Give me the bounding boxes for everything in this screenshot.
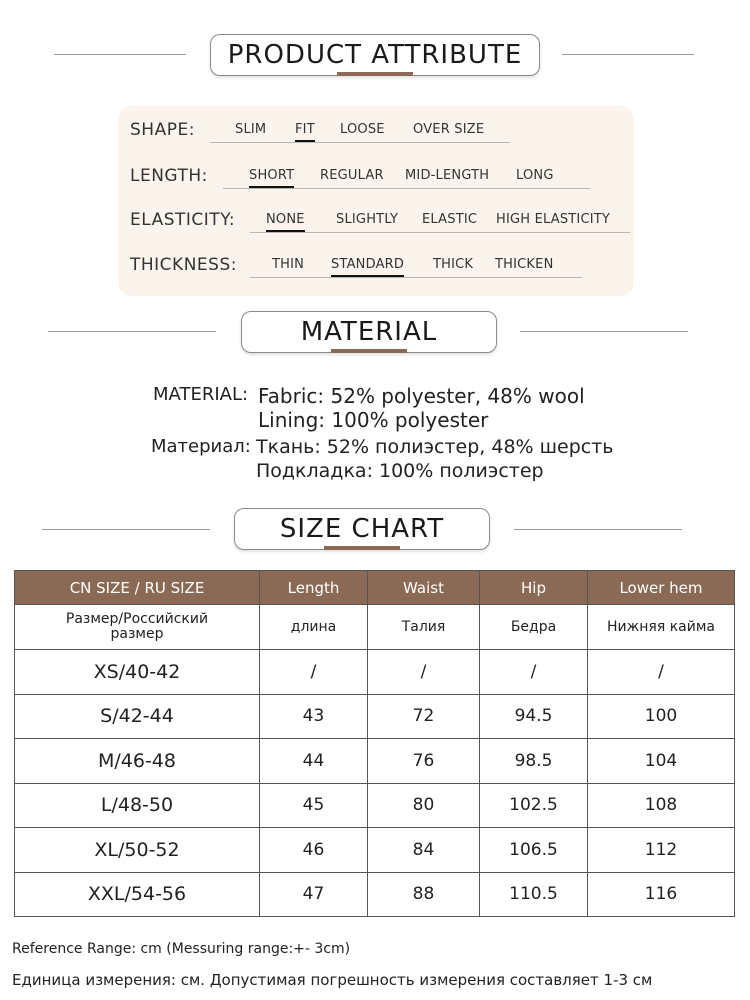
size-chart-title-text: SIZE CHART: [279, 514, 445, 544]
measurement-cell: 104: [588, 739, 735, 784]
subheader-waist: Талия: [368, 605, 480, 650]
measurement-cell: 94.5: [480, 694, 588, 739]
attribute-row-thickness: [130, 255, 620, 279]
header-hip: Hip: [480, 571, 588, 605]
table-row: [15, 650, 735, 695]
measurement-cell: /: [480, 650, 588, 695]
attribute-option: THICKEN: [495, 257, 554, 272]
attribute-baseline: [250, 277, 582, 278]
measurement-cell: 44: [260, 739, 368, 784]
product-attribute-title: [210, 34, 540, 76]
measurement-cell: 84: [368, 828, 480, 873]
measurement-cell: 116: [588, 872, 735, 917]
attribute-option: REGULAR: [320, 168, 384, 183]
table-row: [15, 694, 735, 739]
measurement-cell: 46: [260, 828, 368, 873]
measurement-cell: 110.5: [480, 872, 588, 917]
title-underline: [337, 72, 413, 76]
product-attribute-title-text: PRODUCT ATTRIBUTE: [227, 40, 523, 70]
subheader-size: Размер/Российский размер: [15, 605, 260, 650]
attribute-option: ELASTIC: [422, 212, 478, 227]
size-cell: XXL/54-56: [15, 872, 260, 917]
attribute-label-thickness: THICKNESS:: [130, 255, 237, 275]
material-label-ru: Материал:: [151, 436, 251, 457]
attribute-option: MID-LENGTH: [405, 168, 490, 183]
measurement-cell: /: [368, 650, 480, 695]
size-cell: S/42-44: [15, 694, 260, 739]
attribute-option-selected: NONE: [266, 212, 305, 227]
size-chart-table: [14, 570, 735, 917]
material-fabric-en: Fabric: 52% polyester, 48% wool: [258, 384, 585, 408]
measurement-cell: 98.5: [480, 739, 588, 784]
attribute-option: LOOSE: [340, 122, 385, 137]
header-length: Length: [260, 571, 368, 605]
attribute-label-shape: SHAPE:: [130, 120, 195, 140]
table-row: [15, 739, 735, 784]
title-underline: [331, 349, 407, 353]
attribute-baseline: [210, 142, 510, 143]
material-lining-en: Lining: 100% polyester: [258, 408, 489, 432]
reference-note-ru: Единица измерения: см. Допустимая погрешность измерения составляет 1-3 см: [12, 971, 653, 989]
measurement-cell: 72: [368, 694, 480, 739]
size-chart-header-row: [15, 571, 735, 605]
measurement-cell: 80: [368, 783, 480, 828]
attribute-row-elasticity: [130, 210, 620, 234]
subheader-length: длина: [260, 605, 368, 650]
attribute-option: SLIM: [235, 122, 267, 137]
attribute-option: SLIGHTLY: [336, 212, 399, 227]
attribute-baseline: [250, 232, 630, 233]
attribute-baseline: [223, 188, 590, 189]
measurement-cell: 106.5: [480, 828, 588, 873]
attribute-panel: [118, 106, 634, 296]
attribute-option: LONG: [516, 168, 554, 183]
table-row: [15, 783, 735, 828]
header-waist: Waist: [368, 571, 480, 605]
attribute-option-selected: FIT: [295, 122, 315, 137]
measurement-cell: /: [588, 650, 735, 695]
size-cell: L/48-50: [15, 783, 260, 828]
measurement-cell: /: [260, 650, 368, 695]
size-cell: XL/50-52: [15, 828, 260, 873]
divider-left: [48, 331, 216, 332]
measurement-cell: 88: [368, 872, 480, 917]
attribute-option: THIN: [272, 257, 305, 272]
attribute-label-elasticity: ELASTICITY:: [130, 210, 236, 230]
measurement-cell: 100: [588, 694, 735, 739]
size-chart-subheader-row: [15, 605, 735, 650]
attribute-row-shape: [130, 120, 620, 144]
measurement-cell: 112: [588, 828, 735, 873]
material-lining-ru: Подкладка: 100% полиэстер: [256, 460, 544, 482]
attribute-option: OVER SIZE: [413, 122, 485, 137]
divider-right: [562, 54, 694, 55]
material-label-en: MATERIAL:: [153, 384, 249, 405]
measurement-cell: 108: [588, 783, 735, 828]
attribute-option: HIGH ELASTICITY: [496, 212, 611, 227]
measurement-cell: 43: [260, 694, 368, 739]
material-fabric-ru: Ткань: 52% полиэстер, 48% шерсть: [256, 436, 614, 458]
attribute-option: THICK: [433, 257, 474, 272]
divider-right: [514, 529, 682, 530]
header-lower-hem: Lower hem: [588, 571, 735, 605]
reference-note: Reference Range: cm (Messuring range:+- 3cm): [12, 941, 351, 957]
material-title-text: MATERIAL: [300, 317, 438, 347]
table-row: [15, 828, 735, 873]
subheader-hip: Бедра: [480, 605, 588, 650]
header-size: CN SIZE / RU SIZE: [15, 571, 260, 605]
measurement-cell: 45: [260, 783, 368, 828]
size-chart-title: [234, 508, 490, 550]
size-cell: XS/40-42: [15, 650, 260, 695]
attribute-option-selected: SHORT: [249, 168, 295, 183]
attribute-option-selected: STANDARD: [331, 257, 405, 272]
measurement-cell: 76: [368, 739, 480, 784]
attribute-row-length: [130, 166, 620, 190]
size-cell: M/46-48: [15, 739, 260, 784]
material-title: [241, 311, 497, 353]
attribute-label-length: LENGTH:: [130, 166, 208, 186]
measurement-cell: 102.5: [480, 783, 588, 828]
divider-left: [54, 54, 186, 55]
measurement-cell: 47: [260, 872, 368, 917]
divider-left: [42, 529, 210, 530]
subheader-lower-hem: Нижняя кайма: [588, 605, 735, 650]
title-underline: [324, 546, 400, 550]
divider-right: [520, 331, 688, 332]
table-row: [15, 872, 735, 917]
